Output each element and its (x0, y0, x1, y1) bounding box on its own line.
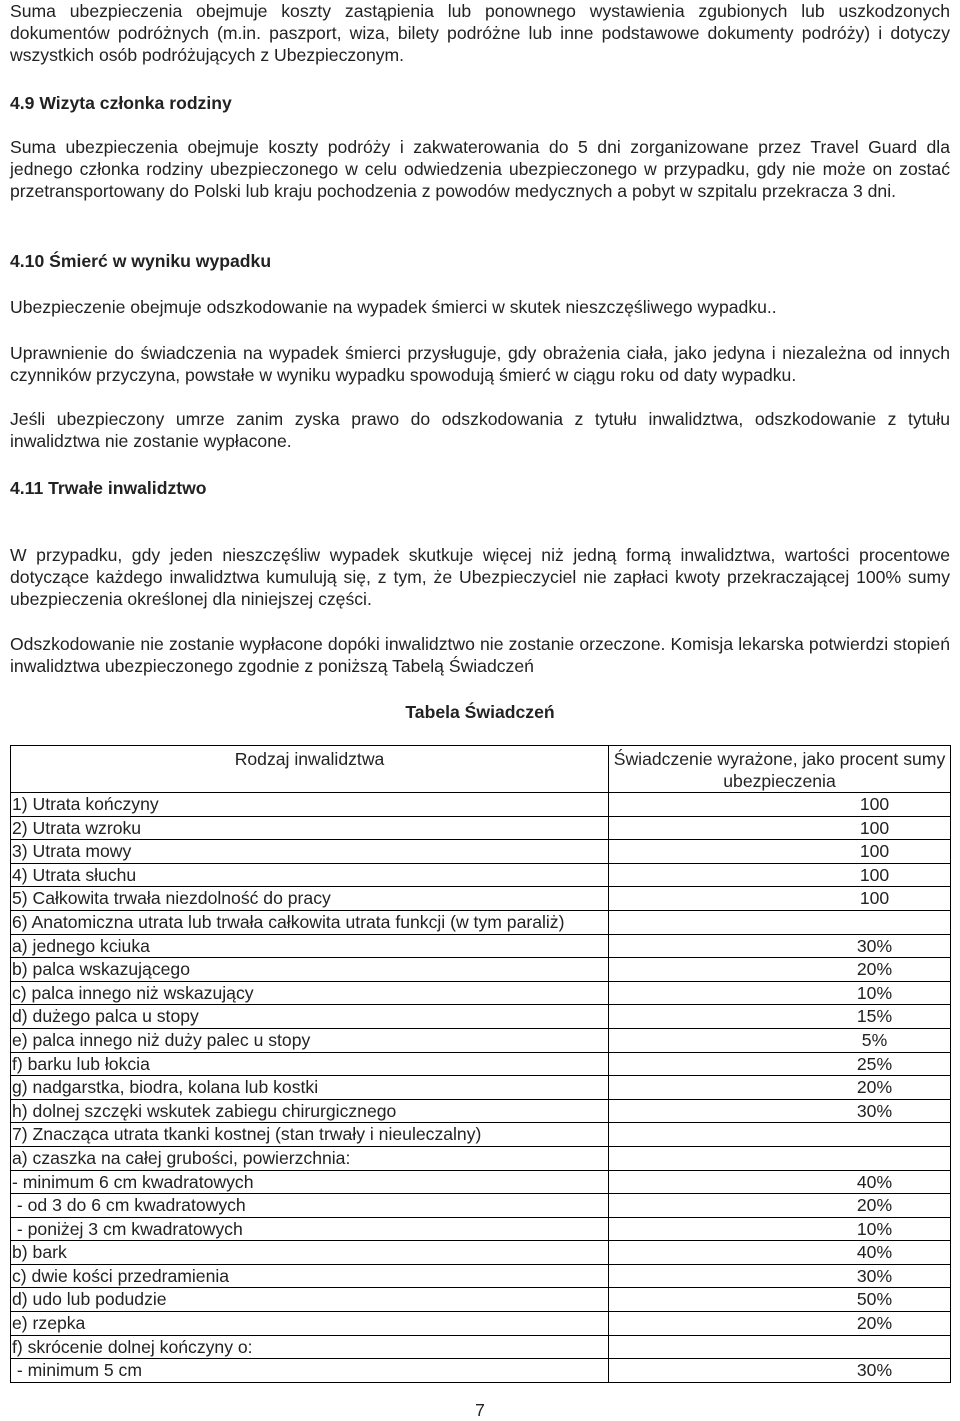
table-row (11, 1005, 951, 1029)
disability-type-cell: d) udo lub podudzie (11, 1288, 609, 1312)
benefit-value-cell: 20% (609, 958, 951, 982)
benefit-value-cell (609, 1146, 951, 1170)
column-header-disability-type: Rodzaj inwalidztwa (11, 746, 609, 793)
benefit-value-cell: 15% (609, 1005, 951, 1029)
section-4-9-paragraph: Suma ubezpieczenia obejmuje koszty podróży i zakwaterowania do 5 dni zorganizowane przez Travel Guard dla jednego członka rodziny ubezpieczonego w celu odwiedzenia ubezpieczonego w przypadku, gdy nie może on zostać przetransportowany do Polski lub kraju pochodzenia z powodów medycznych a pobyt w szpitalu przekracza 3 dni. (10, 137, 950, 201)
benefit-value-cell: 20% (609, 1312, 951, 1336)
table-row (11, 1241, 951, 1265)
section-4-9-heading: 4.9 Wizyta członka rodziny (10, 93, 232, 113)
benefit-value-cell: 40% (609, 1170, 951, 1194)
disability-type-cell: - poniżej 3 cm kwadratowych (11, 1217, 609, 1241)
section-4-10-paragraph-3: Jeśli ubezpieczony umrze zanim zyska prawo do odszkodowania z tytułu inwalidztwa, odszkodowanie z tytułu inwalidztwa nie zostanie wypłacone. (10, 409, 950, 451)
benefits-table (10, 745, 951, 1383)
table-row (11, 887, 951, 911)
disability-type-cell: e) rzepka (11, 1312, 609, 1336)
disability-type-cell: f) barku lub łokcia (11, 1052, 609, 1076)
benefit-value-cell: 30% (609, 1359, 951, 1383)
section-4-11-paragraph-2: Odszkodowanie nie zostanie wypłacone dopóki inwalidztwo nie zostanie orzeczone. Komisja lekarska potwierdzi stopień inwalidztwa ubezpieczonego zgodnie z poniższą Tabelą Świadczeń (10, 634, 950, 676)
benefit-value-cell: 100 (609, 840, 951, 864)
disability-type-cell: 1) Utrata kończyny (11, 793, 609, 817)
benefit-value-cell: 30% (609, 934, 951, 958)
benefit-value-cell (609, 910, 951, 934)
table-row (11, 840, 951, 864)
disability-type-cell: - od 3 do 6 cm kwadratowych (11, 1194, 609, 1218)
benefit-value-cell: 5% (609, 1028, 951, 1052)
table-row (11, 1335, 951, 1359)
disability-type-cell: 2) Utrata wzroku (11, 816, 609, 840)
table-row (11, 1099, 951, 1123)
table-row (11, 1217, 951, 1241)
disability-type-cell: 7) Znacząca utrata tkanki kostnej (stan trwały i nieuleczalny) (11, 1123, 609, 1147)
benefit-value-cell: 100 (609, 816, 951, 840)
table-row (11, 1288, 951, 1312)
table-row (11, 1052, 951, 1076)
disability-type-cell: f) skrócenie dolnej kończyny o: (11, 1335, 609, 1359)
table-row (11, 1146, 951, 1170)
section-4-11-paragraph-1: W przypadku, gdy jeden nieszczęśliw wypadek skutkuje więcej niż jedną formą inwalidztwa, wartości procentowe dotyczące każdego inwalidztwa kumulują się, z tym, że Ubezpieczyciel nie zapłaci kwoty przekraczającej 100% sumy ubezpieczenia określonej dla niniejszej części. (10, 545, 950, 609)
benefit-value-cell: 100 (609, 863, 951, 887)
disability-type-cell: c) palca innego niż wskazujący (11, 981, 609, 1005)
benefit-value-cell (609, 1335, 951, 1359)
disability-type-cell: c) dwie kości przedramienia (11, 1264, 609, 1288)
disability-type-cell: e) palca innego niż duży palec u stopy (11, 1028, 609, 1052)
table-row (11, 958, 951, 982)
section-4-10-paragraph-2: Uprawnienie do świadczenia na wypadek śmierci przysługuje, gdy obrażenia ciała, jako jedyna i niezależna od innych czynników przyczyna, powstałe w wyniku wypadku spowodują śmierć w ciągu roku od daty wypadku. (10, 343, 950, 385)
disability-type-cell: g) nadgarstka, biodra, kolana lub kostki (11, 1076, 609, 1100)
disability-type-cell: - minimum 5 cm (11, 1359, 609, 1383)
intro-paragraph: Suma ubezpieczenia obejmuje koszty zastąpienia lub ponownego wystawienia zgubionych lub uszkodzonych dokumentów podróżnych (m.in. paszport, wiza, bilety podróżne lub inne podstawowe dokumenty podróży) i dotyczy wszystkich osób podróżujących z Ubezpieczonym. (10, 1, 950, 65)
table-header-row (11, 746, 951, 793)
benefit-value-cell: 40% (609, 1241, 951, 1265)
benefit-value-cell: 30% (609, 1264, 951, 1288)
table-row (11, 863, 951, 887)
disability-type-cell: a) czaszka na całej grubości, powierzchnia: (11, 1146, 609, 1170)
table-row (11, 981, 951, 1005)
disability-type-cell: h) dolnej szczęki wskutek zabiegu chirurgicznego (11, 1099, 609, 1123)
disability-type-cell: b) palca wskazującego (11, 958, 609, 982)
disability-type-cell: - minimum 6 cm kwadratowych (11, 1170, 609, 1194)
benefit-value-cell (609, 1123, 951, 1147)
table-row (11, 1312, 951, 1336)
table-row (11, 1123, 951, 1147)
benefit-value-cell: 100 (609, 887, 951, 911)
table-row (11, 816, 951, 840)
table-row (11, 1359, 951, 1383)
section-4-10-paragraph-1: Ubezpieczenie obejmuje odszkodowanie na wypadek śmierci w skutek nieszczęśliwego wypadku.. (10, 297, 777, 317)
disability-type-cell: d) dużego palca u stopy (11, 1005, 609, 1029)
benefit-value-cell: 20% (609, 1076, 951, 1100)
disability-type-cell: b) bark (11, 1241, 609, 1265)
section-4-11-heading: 4.11 Trwałe inwalidztwo (10, 478, 207, 498)
benefit-value-cell: 100 (609, 793, 951, 817)
table-row (11, 934, 951, 958)
disability-type-cell: 4) Utrata słuchu (11, 863, 609, 887)
benefit-value-cell: 50% (609, 1288, 951, 1312)
disability-type-cell: a) jednego kciuka (11, 934, 609, 958)
disability-type-cell: 6) Anatomiczna utrata lub trwała całkowita utrata funkcji (w tym paraliż) (11, 910, 609, 934)
table-row (11, 1170, 951, 1194)
table-row (11, 1076, 951, 1100)
benefit-value-cell: 30% (609, 1099, 951, 1123)
benefit-value-cell: 10% (609, 1217, 951, 1241)
benefit-value-cell: 10% (609, 981, 951, 1005)
disability-type-cell: 3) Utrata mowy (11, 840, 609, 864)
table-row (11, 1264, 951, 1288)
table-row (11, 1194, 951, 1218)
benefit-value-cell: 20% (609, 1194, 951, 1218)
page-number: 7 (475, 1400, 485, 1420)
column-header-benefit-percent: Świadczenie wyrażone, jako procent sumy ubezpieczenia (609, 746, 951, 793)
benefit-value-cell: 25% (609, 1052, 951, 1076)
table-row (11, 910, 951, 934)
disability-type-cell: 5) Całkowita trwała niezdolność do pracy (11, 887, 609, 911)
table-row (11, 793, 951, 817)
section-4-10-heading: 4.10 Śmierć w wyniku wypadku (10, 251, 272, 271)
table-title: Tabela Świadczeń (405, 702, 555, 722)
table-row (11, 1028, 951, 1052)
